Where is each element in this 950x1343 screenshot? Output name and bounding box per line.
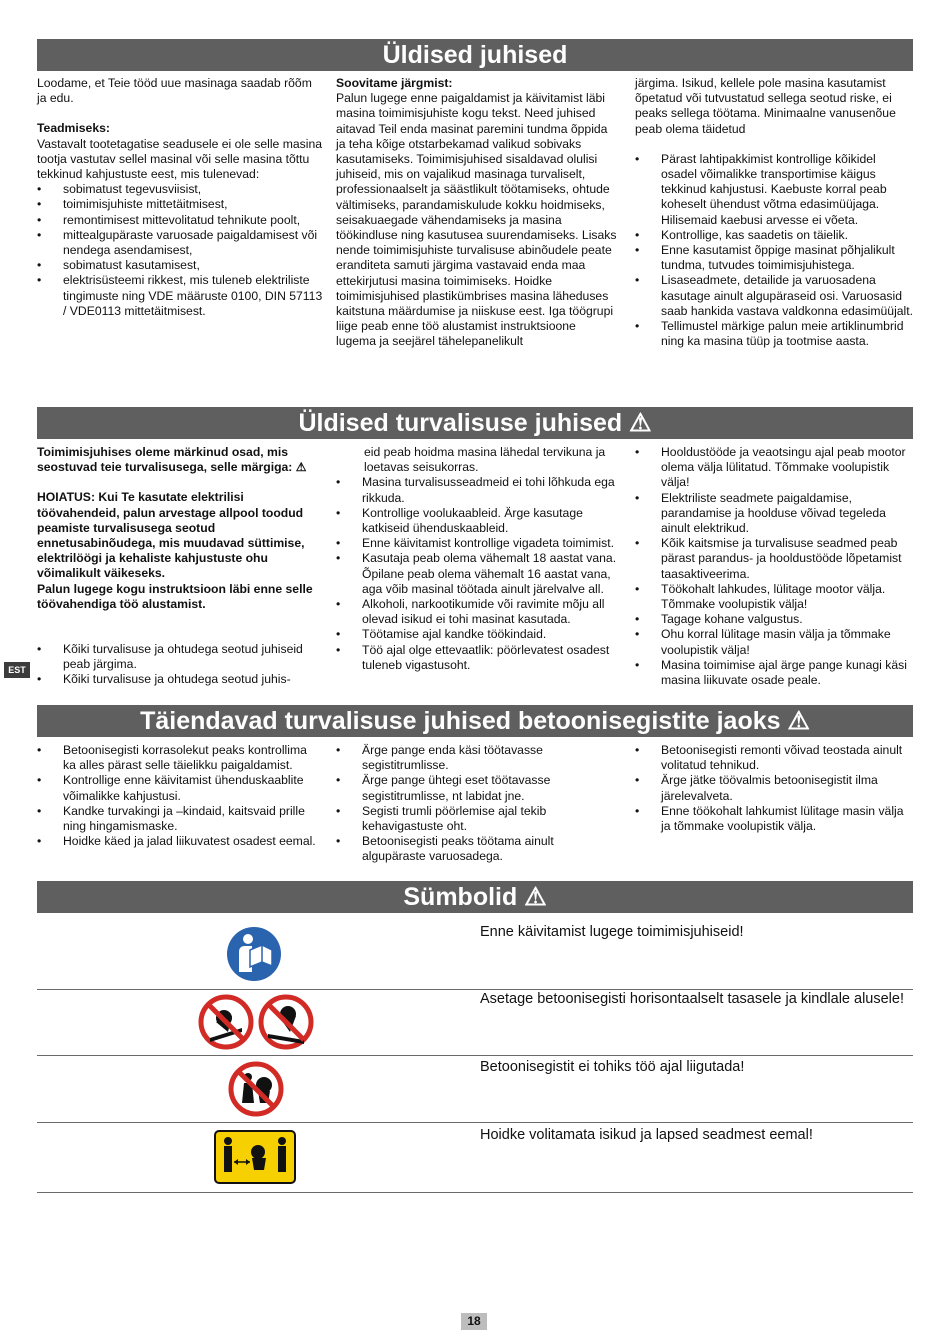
list-item: • toimimisjuhiste mittetäitmisest, [37, 197, 323, 212]
language-tab: EST [4, 662, 30, 678]
list-item: • Enne töökohalt lahkumist lülitage masin välja ja tõmmake voolupistik välja. [635, 804, 913, 834]
safety-read-note: Palun lugege kogu instruktsioon läbi enne selle töövahendiga töö alustamist. [37, 581, 313, 611]
list-item: • Töötamise ajal kandke töökindaid. [336, 627, 620, 642]
list-item: • Betoonisegisti peaks töötama ainult algupäraste varuosadega. [336, 834, 618, 864]
list-item: • Ärge pange ühtegi eset töötavasse segistitrumlisse, nt labidat jne. [336, 773, 618, 803]
symbol-text: Asetage betoonisegisti horisontaalselt tasasele ja kindlale alusele! [480, 991, 904, 1007]
list-item: • Lisaseadmete, detailide ja varuosadena kasutage ainult algupäraseid osi. Varuosasid saab hankida vastava valdkonna edasimüüjalt. [635, 273, 915, 319]
list-item: • Hoidke käed ja jalad liikuvatest osadest eemal. [37, 834, 321, 849]
recommend-text: Palun lugege enne paigaldamist ja käivitamist läbi masina toimimisjuhiste kogu tekst. Need juhised aitavad Teil enda masinat paremini tundma õppida ja teha kõige otstarbekamad valikud sobivaks kasutamiseks. Toimimisjuhised sisaldavad olulisi juhiseid, mis on vajalikud masinaga turvaliselt, professionaalselt ja säästlikult töötamiseks, ohtude vältimiseks, parandamiskulude kokku hoidmiseks, seisakuaegade vähendamiseks ja masina töökindluse ning kasutusea suurendamiseks. Lisaks nende toimimisjuhiste turvalisuse abinõudele peate eranditeta samuti järgima vastavaid enda maa ettekirjutusi masina toimimiseks. Hoidke toimimisjuhised plastikümbrises masina läheduses kaitstuna määrdumise ja niiskuse eest. Iga töögrupi liige peab enne töö alustamist instruktsioone lugema ja seejärel tähelepanelikult [336, 91, 617, 349]
check-list [635, 152, 915, 350]
section-title-symbols: Sümbolid ⚠ [37, 881, 913, 913]
list-item: • Töö ajal olge ettevaatlik: pöörlevatest osadest tuleneb vigastusoht. [336, 643, 620, 673]
safety-col-2 [336, 445, 620, 673]
liability-list [37, 182, 323, 319]
general-col-1 [37, 76, 323, 319]
general-col-2 [336, 76, 618, 350]
list-item: • sobimatust tegevusviisist, [37, 182, 323, 197]
mixer-list-1 [37, 743, 321, 849]
list-item: • Kontrollige, kas saadetis on täielik. [635, 228, 915, 243]
list-item: • Elektriliste seadmete paigaldamise, parandamise ja hoolduse võivad tegeleda ainult elektrikud. [635, 491, 913, 537]
symbol-text: Hoidke volitamata isikud ja lapsed seadmest eemal! [480, 1127, 813, 1143]
list-item: • elektrisüsteemi rikkest, mis tuleneb elektriliste tingimuste ning VDE määruste 0100, DIN 57113 / VDE0113 mittetäitmisest. [37, 273, 323, 319]
keep-distance-icon [214, 1130, 296, 1184]
list-item: • Segisti trumli pöörlemise ajal tekib kehavigastuste oht. [336, 804, 618, 834]
mixer-col-2 [336, 743, 618, 865]
list-item: • Hooldustööde ja veaotsingu ajal peab mootor olema välja lülitatud. Tõmmake voolupistik välja! [635, 445, 913, 491]
no-tilted-mixer-icon [198, 994, 254, 1050]
intro-text: Loodame, et Teie tööd uue masinaga saadab rõõm ja edu. [37, 76, 312, 106]
symbol-text: Enne käivitamist lugege toimimisjuhiseid! [480, 924, 744, 940]
no-slope-mixer-icon [258, 994, 314, 1050]
safety-cont-text: eid peab hoidma masina lähedal tervikuna ja loetavas seisukorras. [364, 445, 606, 475]
symbol-text: Betoonisegistit ei tohiks töö ajal liigutada! [480, 1059, 745, 1075]
page-number: 18 [461, 1313, 487, 1330]
section-title-mixer-safety: Täiendavad turvalisuse juhised betoonisegistite jaoks ⚠ [37, 705, 913, 737]
general-col-3 [635, 76, 915, 349]
notice-heading: Teadmiseks: [37, 121, 110, 136]
list-item: • Betoonisegisti remonti võivad teostada ainult volitatud tehnikud. [635, 743, 913, 773]
section-title-general: Üldised juhised [37, 39, 913, 71]
list-item: • Ärge pange enda käsi töötavasse segistitrumlisse. [336, 743, 618, 773]
list-item: • remontimisest mittevolitatud tehnikute poolt, [37, 213, 323, 228]
list-item: • Kõiki turvalisuse ja ohtudega seotud juhiseid peab järgima. [37, 642, 319, 672]
mixer-col-3 [635, 743, 913, 834]
list-item: • Betoonisegisti korrasolekut peaks kontrollima ka alles pärast selle täielikku paigaldamist. [37, 743, 321, 773]
list-item: • Alkoholi, narkootikumide või ravimite mõju all olevad isikud ei tohi masinat kasutada. [336, 597, 620, 627]
list-item: • Kandke turvakingi ja –kindaid, kaitsvaid prille ning hingamismaske. [37, 804, 321, 834]
safety-list-1 [37, 642, 319, 688]
list-item: • Enne käivitamist kontrollige vigadeta toimimist. [336, 536, 620, 551]
section-title-safety: Üldised turvalisuse juhised ⚠ [37, 407, 913, 439]
list-item: • Enne kasutamist õppige masinat põhjalikult tundma, tutvudes toimimisjuhistega. [635, 243, 915, 273]
list-item: • Ärge jätke töövalmis betoonisegistit ilma järelevalveta. [635, 773, 913, 803]
list-item: • Ohu korral lülitage masin välja ja tõmmake voolupistik välja! [635, 627, 913, 657]
list-item: • Kontrollige voolukaableid. Ärge kasutage katkiseid ühenduskaableid. [336, 506, 620, 536]
age-text: järgima. Isikud, kellele pole masina kasutamist õpetatud või tutvustatud sellega seotud riske, ei peaks sellega töötama. Minimaalne vanusenõue peab olema täidetud [635, 76, 896, 136]
list-item: • Töökohalt lahkudes, lülitage mootor välja. Tõmmake voolupistik välja! [635, 582, 913, 612]
safety-list-3 [635, 445, 913, 688]
mixer-list-3 [635, 743, 913, 834]
read-manual-icon [226, 926, 282, 982]
safety-col-1 [37, 445, 319, 688]
safety-warning: HOIATUS: Kui Te kasutate elektrilisi töövahendeid, palun arvestage allpool toodud peamiste turvalisusega seotud ennetusabinõudega, mis muudavad süttimise, elektrilöögi ja kehaliste kahjustuste ohu võimalikult väikeseks. [37, 490, 305, 581]
safety-list-2 [336, 475, 620, 673]
mixer-col-1 [37, 743, 321, 849]
list-item: • Pärast lahtipakkimist kontrollige kõikidel osadel võimalikke transportimise käigus tekkinud kahjustusi. Kaebuste korral peab koheselt ühendust võtma edasimüüjaga. Hilisemaid kaebusi arvesse ei võeta. [635, 152, 915, 228]
list-item: • Masina toimimise ajal ärge pange kunagi käsi masina liikuvate osade peale. [635, 658, 913, 688]
list-item: • Tellimustel märkige palun meie artiklinumbrid ning ka masina tüüp ja tootmise aasta. [635, 319, 915, 349]
no-moving-mixer-icon [228, 1061, 284, 1117]
list-item: • Kasutaja peab olema vähemalt 18 aastat vana. Õpilane peab olema vähemalt 16 aastat vana, aga võib masinal töötada ainult järelvalve all. [336, 551, 620, 597]
list-item: • Kontrollige enne käivitamist ühenduskaablite võimalikke kahjustusi. [37, 773, 321, 803]
notice-text: Vastavalt tootetagatise seadusele ei ole selle masina tootja vastutav sellel masinal või selle masina tõttu tekkinud kahjustuste eest, mis tulenevad: [37, 136, 323, 182]
list-item: • mittealgupäraste varuosade paigaldamisest või nendega asendamisest, [37, 228, 323, 258]
list-item: • Kõik kaitsmise ja turvalisuse seadmed peab pärast parandus- ja hooldustööde lõpetamist taasaktiveerima. [635, 536, 913, 582]
recommend-heading: Soovitame järgmist: [336, 76, 453, 90]
list-item: • sobimatust kasutamisest, [37, 258, 323, 273]
list-item: • Masina turvalisusseadmeid ei tohi lõhkuda ega rikkuda. [336, 475, 620, 505]
list-item: • Tagage kohane valgustus. [635, 612, 913, 627]
safety-intro: Toimimisjuhises oleme märkinud osad, mis seostuvad teie turvalisusega, selle märgiga: ⚠ [37, 445, 307, 475]
list-item: • Kõiki turvalisuse ja ohtudega seotud juhis- [37, 672, 319, 687]
safety-col-3 [635, 445, 913, 688]
mixer-list-2 [336, 743, 618, 865]
